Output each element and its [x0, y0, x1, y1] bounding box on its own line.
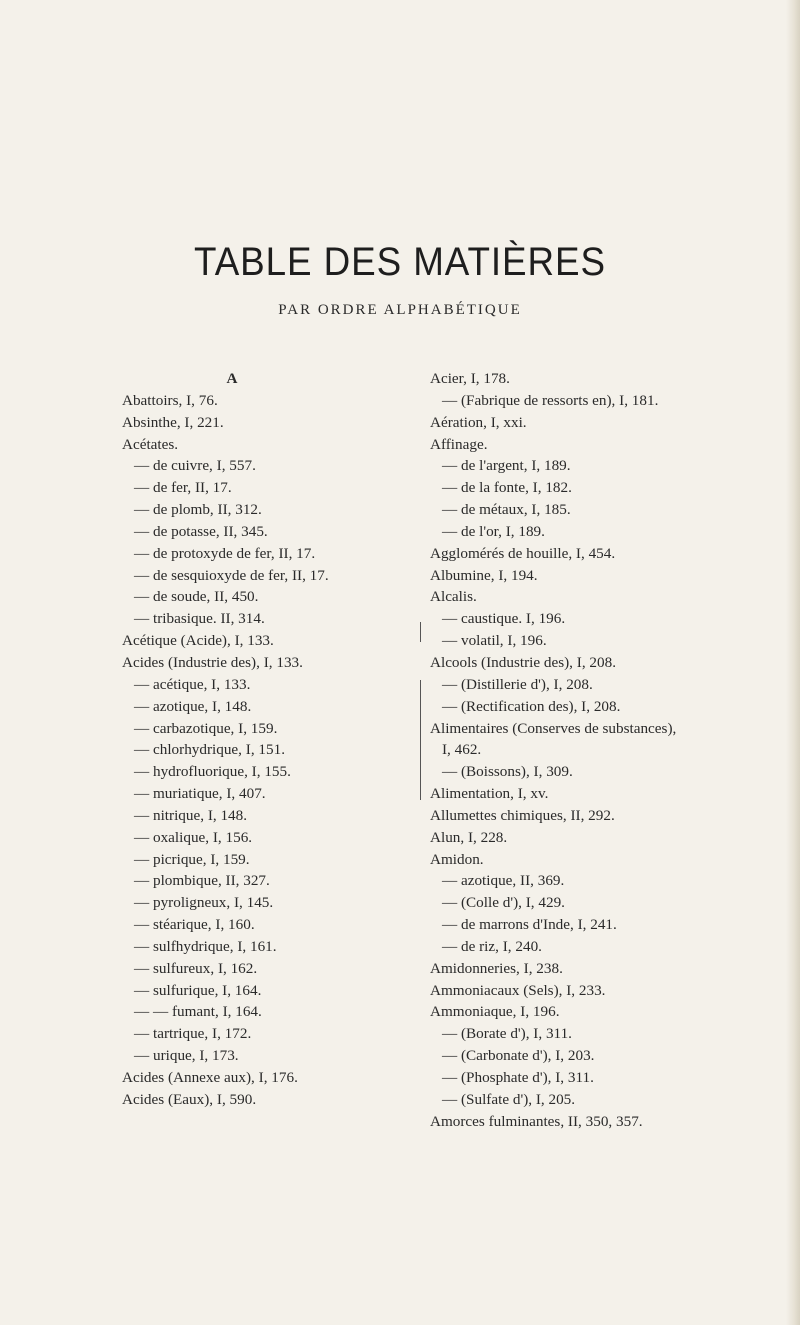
index-subentry: — sulfurique, I, 164. — [134, 981, 262, 999]
index-entry: Acier, I, 178. — [430, 370, 510, 387]
index-entry: Acétique (Acide), I, 133. — [122, 632, 274, 650]
index-subentry: — (Distillerie d'), I, 208. — [442, 675, 593, 693]
index-subentry: — de la fonte, I, 182. — [442, 479, 572, 497]
index-entry: Abattoirs, I, 76. — [122, 391, 218, 409]
index-subentry: — de potasse, II, 345. — [134, 522, 268, 540]
index-entry: Ammoniaque, I, 196. — [430, 1003, 560, 1021]
index-entry: Alimentaires (Conserves de substances), — [430, 719, 677, 737]
index-entry-continuation: I, 462. — [442, 741, 482, 759]
index-subentry: — de cuivre, I, 557. — [134, 457, 256, 475]
index-subentry: — de marrons d'Inde, I, 241. — [442, 916, 617, 934]
index-subentry: — azotique, II, 369. — [442, 872, 565, 890]
index-subentry: — volatil, I, 196. — [442, 632, 547, 650]
index-entry: Agglomérés de houille, I, 454. — [430, 544, 616, 562]
index-entry: Acides (Annexe aux), I, 176. — [122, 1069, 298, 1086]
index-entry: Amorces fulminantes, II, 350, 357. — [430, 1112, 643, 1130]
page-subtitle: PAR ORDRE ALPHABÉTIQUE — [278, 302, 522, 318]
index-entry: Amidon. — [430, 850, 484, 868]
index-subentry: — (Rectification des), I, 208. — [442, 697, 621, 715]
index-entry: Alimentation, I, xv. — [430, 785, 549, 803]
index-subentry: — acétique, I, 133. — [134, 675, 251, 693]
index-entry: Acétates. — [122, 435, 179, 453]
index-subentry: — muriatique, I, 407. — [134, 785, 266, 803]
index-subentry: — de sesquioxyde de fer, II, 17. — [134, 566, 329, 584]
index-entry: Acides (Eaux), I, 590. — [122, 1090, 257, 1108]
page-edge — [786, 0, 800, 1325]
index-column-left — [122, 368, 422, 1111]
index-entry: Alun, I, 228. — [430, 828, 508, 846]
index-subentry: — (Boissons), I, 309. — [442, 763, 573, 781]
index-entry: Amidonneries, I, 238. — [430, 959, 563, 977]
index-subentry: — — fumant, I, 164. — [134, 1003, 262, 1021]
index-subentry: — picrique, I, 159. — [134, 850, 250, 868]
index-subentry: — (Colle d'), I, 429. — [442, 894, 565, 912]
index-subentry: — (Carbonate d'), I, 203. — [442, 1047, 595, 1065]
index-entry: Albumine, I, 194. — [430, 566, 538, 584]
index-subentry: — de fer, II, 17. — [134, 479, 232, 497]
index-subentry: — azotique, I, 148. — [134, 697, 252, 715]
index-entry: Alcalis. — [430, 588, 477, 606]
index-subentry: — de l'argent, I, 189. — [442, 457, 571, 475]
index-column-right — [430, 368, 780, 1133]
index-subentry: — de riz, I, 240. — [442, 937, 542, 955]
index-entry: Allumettes chimiques, II, 292. — [430, 806, 615, 824]
index-subentry: — de plomb, II, 312. — [134, 501, 262, 519]
index-subentry: — urique, I, 173. — [134, 1047, 239, 1065]
index-subentry: — pyroligneux, I, 145. — [134, 894, 274, 912]
index-subentry: — carbazotique, I, 159. — [134, 719, 278, 737]
index-entry: Alcools (Industrie des), I, 208. — [430, 653, 617, 671]
section-letter: A — [226, 370, 238, 387]
index-subentry: — caustique. I, 196. — [442, 610, 566, 628]
index-subentry: — plombique, II, 327. — [134, 872, 270, 890]
index-entry: Ammoniacaux (Sels), I, 233. — [430, 981, 606, 999]
index-entry: Affinage. — [430, 435, 488, 453]
index-subentry: — hydrofluorique, I, 155. — [134, 763, 291, 781]
index-subentry: — de l'or, I, 189. — [442, 522, 545, 540]
index-entry: Absinthe, I, 221. — [122, 413, 224, 431]
index-subentry: — (Fabrique de ressorts en), I, 181. — [442, 391, 659, 409]
index-subentry: — sulfhydrique, I, 161. — [134, 937, 277, 955]
index-subentry: — tribasique. II, 314. — [134, 610, 265, 628]
page-title: TABLE DES MATIÈRES — [194, 240, 606, 284]
index-subentry: — (Phosphate d'), I, 311. — [442, 1069, 594, 1086]
index-entry: Acides (Industrie des), I, 133. — [122, 653, 303, 671]
index-subentry: — sulfureux, I, 162. — [134, 959, 258, 977]
index-subentry: — tartrique, I, 172. — [134, 1025, 252, 1043]
index-entry: Aération, I, xxi. — [430, 413, 527, 431]
index-subentry: — de métaux, I, 185. — [442, 501, 571, 519]
index-subentry: — (Borate d'), I, 311. — [442, 1025, 572, 1043]
index-subentry: — nitrique, I, 148. — [134, 806, 248, 824]
index-subentry: — chlorhydrique, I, 151. — [134, 741, 285, 759]
index-subentry: — (Sulfate d'), I, 205. — [442, 1090, 576, 1108]
index-subentry: — de soude, II, 450. — [134, 588, 259, 606]
index-subentry: — stéarique, I, 160. — [134, 916, 255, 934]
index-subentry: — de protoxyde de fer, II, 17. — [134, 544, 316, 562]
index-subentry: — oxalique, I, 156. — [134, 828, 253, 846]
